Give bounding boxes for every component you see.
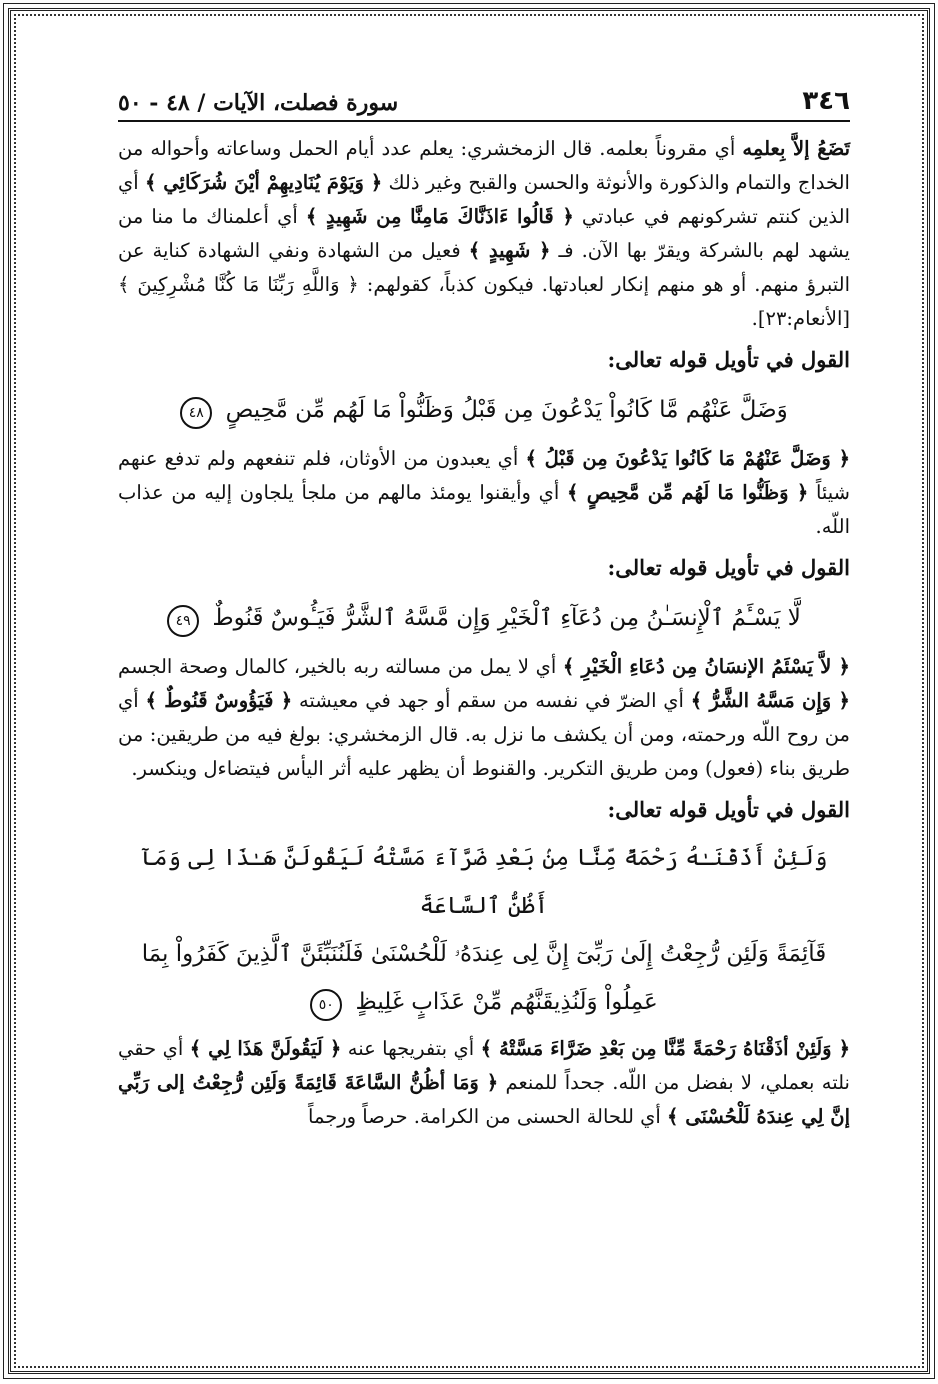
verse-number: ٤٩ [167, 605, 199, 637]
commentary-text: فعيل من الشهادة ونفي الشهادة كناية عن التبرؤ منهم. أو هو منهم إنكار لعبادتها. فيكون كذباً، كقولهم: ﴿ وَاللَّهِ رَبِّنَا مَا كُنَّا مُشْرِكِينَ ﴾ [الأنعام:٢٣]. [118, 239, 850, 330]
quran-quote: ﴿ قَالُوا ءَاذَنَّاكَ مَامِنَّا مِن شَهِيدٍ ﴾ [305, 205, 574, 228]
verse-line: عَمِلُواْ وَلَنُذِيقَنَّهُم مِّنْ عَذَابٍ غَلِيظٍ [355, 989, 658, 1015]
quran-quote: ﴿ وَظَنُّوا مَا لَهُم مِّن مَّحِيصٍ ﴾ [566, 481, 809, 504]
page-content [118, 72, 850, 1344]
running-title: سورة فصلت، الآيات / ٤٨ - ٥٠ [118, 90, 399, 116]
quran-quote: ﴿ وَإِن مَسَّهُ الشَّرُّ ﴾ [690, 689, 850, 712]
verse-number: ٤٨ [180, 397, 212, 429]
quran-quote: ﴿ فَيَؤُوسٌ قَنُوطٌ ﴾ [145, 689, 293, 712]
verse-line: قَآئِمَةً وَلَئِن رُّجِعْتُ إِلَىٰ رَبِّىٓ إِنَّ لِى عِندَهُۥ لَلْحُسْنَىٰ فَلَنُنَبِّئَنَّ ٱلَّذِينَ كَفَرُواْ بِمَا [141, 941, 827, 967]
commentary-text: أي حقي نلته بعملي، لا بفضل من اللّه. جحداً للمنعم [118, 1037, 850, 1094]
verse-50 [118, 834, 850, 1026]
commentary-text: أي من روح اللّه ورحمته، ومن أن يكشف ما نزل به. قال الزمخشري: بولغ فيه من طريقين: من طريق بناء (فعول) ومن طريق التكرير. والقنوط أن يظهر عليه أثر اليأس فيتضاءل وينكسر. [118, 689, 850, 780]
commentary-text: أي وأيقنوا يومئذ مالهم من ملجأ يلجاون إليه من عذاب اللّه. [118, 481, 850, 538]
verse-text: وَضَلَّ عَنْهُم مَّا كَانُواْ يَدْعُونَ مِن قَبْلُ وَظَنُّواْ مَا لَهُم مِّن مَّحِيصٍ [225, 397, 788, 423]
quran-quote: ﴿ وَمَا أظُنُّ السَّاعَةَ قَائِمَةً وَلَئِن رُّجِعْتُ إلى رَبِّي إنَّ لِي عِندَهُ لَلْحُسْنَى ﴾ [118, 1071, 850, 1128]
verse-text: لَّا يَسْـَٔمُ ٱلْإِنسَـٰنُ مِن دُعَآءِ ٱلْخَيْرِ وَإِن مَّسَّهُ ٱلشَّرُّ فَيَـُٔوسٌ قَنُوطٌ [212, 605, 801, 631]
page-body [118, 122, 850, 1134]
commentary-text: أي أعلمناك ما منا من يشهد لهم بالشركة ويقرّ بها الآن. فـ [118, 205, 850, 262]
quran-quote: تَضَعُ إلاَّ بِعلمِه [742, 137, 851, 160]
commentary-text: أي بتفريجها عنه [341, 1037, 481, 1060]
quran-quote: ﴿ وَيَوْمَ يُنَادِيهِمْ أيْنَ شُرَكَائِي ﴾ [144, 171, 383, 194]
quran-quote: ﴿ لَيَقُولَنَّ هَذَا لِي ﴾ [189, 1037, 342, 1060]
paragraph-1 [118, 132, 850, 336]
paragraph-4 [118, 1032, 850, 1134]
quran-quote: ﴿ وَضَلَّ عَنْهُمْ مَا كَانُوا يَدْعُونَ مِن قَبْلُ ﴾ [525, 447, 851, 470]
section-heading: القول في تأويل قوله تعالى: [607, 555, 850, 580]
commentary-text: أي يعبدون من الأوثان، فلم تنفعهم ولم تدفع عنهم شيئاً [118, 447, 850, 504]
quran-quote: ﴿ وَلَئِنْ أذَقْنَاهُ رَحْمَةً مِّنَّا مِن بَعْدِ ضَرَّاءَ مَسَّتْهُ ﴾ [480, 1037, 851, 1060]
commentary-text: أي للحالة الحسنى من الكرامة. حرصاً ورجماً [308, 1105, 667, 1128]
verse-49 [118, 592, 850, 644]
section-heading: القول في تأويل قوله تعالى: [607, 347, 850, 372]
verse-number: ٥٠ [310, 989, 342, 1021]
commentary-text: أي مقروناً بعلمه. قال الزمخشري: يعلم عدد أيام الحمل وساعاته وأحواله من الخداج والتمام والذكورة والأنوثة والحسن والقبح وغير ذلك [118, 137, 850, 194]
verse-48 [118, 384, 850, 436]
section-heading: القول في تأويل قوله تعالى: [607, 797, 850, 822]
page-header [118, 72, 850, 122]
quran-quote: ﴿ شَهِيدٍ ﴾ [468, 239, 551, 262]
paragraph-2 [118, 442, 850, 544]
verse-line: وَلَئِنْ أَذَقْنَـٰهُ رَحْمَةً مِّنَّا مِنۢ بَعْدِ ضَرَّآءَ مَسَّتْهُ لَيَقُولَنَّ هَـٰذَا لِى وَمَآ أَظُنُّ ٱلسَّاعَةَ [140, 845, 828, 919]
commentary-text: أي الضرّ في نفسه من سقم أو جهد في معيشته [292, 689, 691, 712]
quran-quote: ﴿ لاَّ يَسْئَمُ الإنسَانُ مِن دُعَاءِ الْخَيْرِ ﴾ [562, 655, 850, 678]
commentary-text: أي الذين كنتم تشركونهم في عبادتي [118, 171, 850, 228]
page-number: ٣٤٦ [802, 86, 850, 116]
paragraph-3 [118, 650, 850, 786]
commentary-text: أي لا يمل من مسالته ربه بالخير، كالمال وصحة الجسم [118, 655, 563, 678]
